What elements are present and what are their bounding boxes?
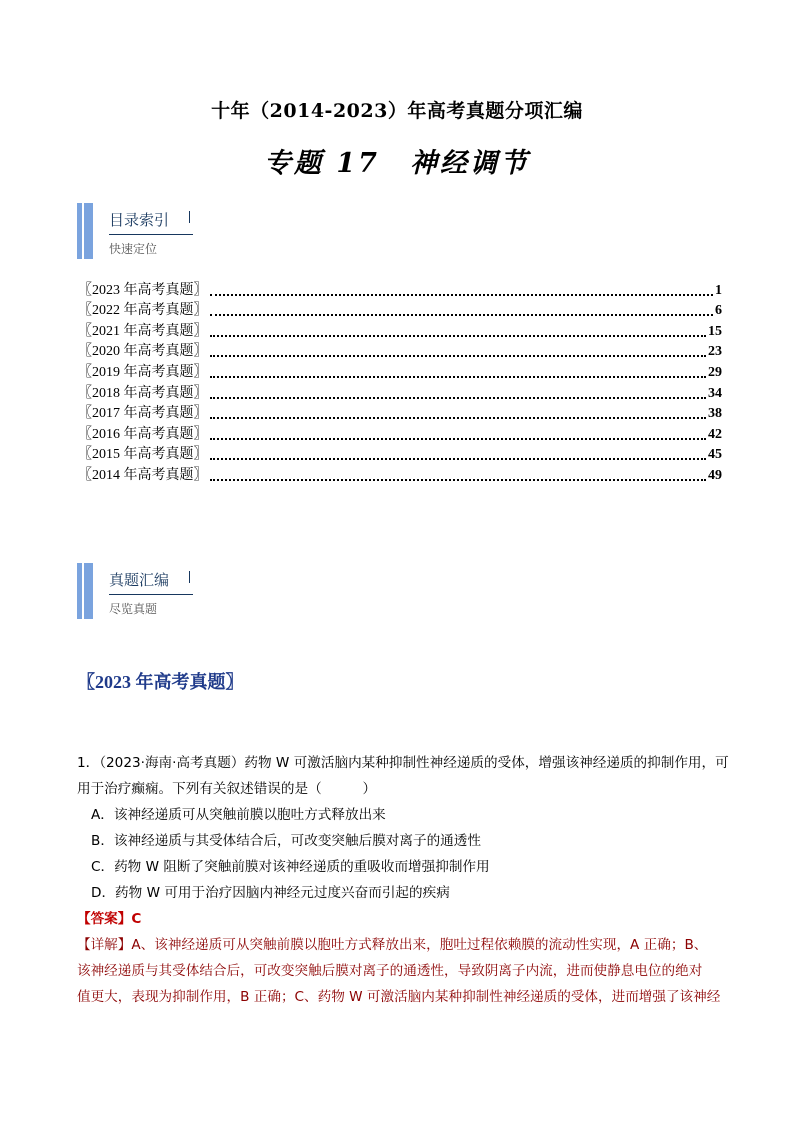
toc-leader-dots	[210, 313, 714, 316]
toc-section-subheading: 快速定位	[109, 242, 158, 256]
toc-section-header	[77, 203, 297, 259]
toc-entry-page[interactable]: 42	[708, 426, 722, 442]
section-underline	[109, 594, 193, 595]
toc-entry-page[interactable]: 29	[708, 364, 722, 380]
cursor-tick-decoration	[189, 211, 190, 223]
toc-leader-dots	[210, 293, 714, 296]
toc-leader-dots	[210, 396, 707, 399]
toc-leader-dots	[210, 375, 707, 378]
document-subtitle: 专题 17 神经调节	[264, 148, 530, 179]
toc-leader-dots	[210, 354, 707, 357]
toc-entry-label[interactable]: 〖2016 年高考真题〗	[78, 426, 208, 442]
toc-entry-page[interactable]: 6	[715, 303, 722, 319]
toc-entry-label[interactable]: 〖2019 年高考真题〗	[78, 364, 208, 380]
toc-entry-label[interactable]: 〖2015 年高考真题〗	[78, 447, 208, 463]
toc-entry-label[interactable]: 〖2017 年高考真题〗	[78, 406, 208, 422]
section-bar-decoration	[84, 203, 93, 259]
questions-section-header	[77, 563, 297, 619]
document-title: 十年（2014-2023）年高考真题分项汇编	[211, 100, 583, 122]
toc-leader-dots	[210, 416, 707, 419]
section-underline	[109, 234, 193, 235]
questions-section-heading: 真题汇编	[109, 571, 170, 589]
toc-entry[interactable]	[78, 443, 722, 464]
section-bar-decoration	[77, 563, 82, 619]
toc-entry[interactable]	[78, 360, 722, 381]
question-option: D．药物 W 可用于治疗因脑内神经元过度兴奋而引起的疾病	[91, 885, 450, 901]
toc-entry-page[interactable]: 38	[708, 406, 722, 422]
toc-leader-dots	[210, 437, 707, 440]
toc-entry-page[interactable]: 45	[708, 447, 722, 463]
explanation-line: 该神经递质与其受体结合后，可改变突触后膜对离子的通透性，导致阴离子内流，进而使静息电位的绝对	[77, 963, 703, 979]
year-heading: 〖2023 年高考真题〗	[77, 672, 244, 692]
toc-leader-dots	[210, 457, 707, 460]
toc-leader-dots	[210, 334, 707, 337]
explanation-line: 【详解】A、该神经递质可从突触前膜以胞吐方式释放出来，胞吐过程依赖膜的流动性实现，A 正确；B、	[77, 937, 708, 953]
toc-entry[interactable]	[78, 340, 722, 361]
question-stem: 1．（2023·海南·高考真题）药物 W 可激活脑内某种抑制性神经递质的受体，增强该神经递质的抑制作用，可	[77, 755, 729, 771]
toc-section-heading: 目录索引	[109, 211, 170, 229]
toc-entry[interactable]	[78, 299, 722, 320]
toc-entry-page[interactable]: 23	[708, 344, 722, 360]
answer-line: 【答案】C	[77, 911, 142, 927]
section-bar-decoration	[84, 563, 93, 619]
toc-entry[interactable]	[78, 381, 722, 402]
toc-entry[interactable]	[78, 278, 722, 299]
toc-entry[interactable]	[78, 402, 722, 423]
explanation	[77, 932, 725, 1010]
table-of-contents	[78, 278, 722, 484]
toc-entry-page[interactable]: 49	[708, 467, 722, 483]
toc-entry[interactable]	[78, 463, 722, 484]
toc-entry-label[interactable]: 〖2022 年高考真题〗	[78, 303, 208, 319]
toc-entry[interactable]	[78, 422, 722, 443]
section-bar-decoration	[77, 203, 82, 259]
question-option: C．药物 W 阻断了突触前膜对该神经递质的重吸收而增强抑制作用	[91, 859, 490, 875]
toc-entry-label[interactable]: 〖2021 年高考真题〗	[78, 323, 208, 339]
toc-entry-page[interactable]: 15	[708, 323, 722, 339]
question-block	[77, 750, 729, 1010]
toc-entry-label[interactable]: 〖2023 年高考真题〗	[78, 282, 208, 298]
explanation-line: 值更大，表现为抑制作用，B 正确；C、药物 W 可激活脑内某种抑制性神经递质的受体，进而增强了该神经	[77, 989, 721, 1005]
toc-entry-label[interactable]: 〖2020 年高考真题〗	[78, 344, 208, 360]
question-stem: 用于治疗癫痫。下列有关叙述错误的是（ ）	[77, 781, 377, 797]
toc-entry-label[interactable]: 〖2018 年高考真题〗	[78, 385, 208, 401]
toc-entry[interactable]	[78, 319, 722, 340]
question-option: A．该神经递质可从突触前膜以胞吐方式释放出来	[91, 807, 386, 823]
toc-entry-label[interactable]: 〖2014 年高考真题〗	[78, 467, 208, 483]
cursor-tick-decoration	[189, 571, 190, 583]
question-option: B．该神经递质与其受体结合后，可改变突触后膜对离子的通透性	[91, 833, 481, 849]
toc-entry-page[interactable]: 1	[715, 282, 722, 298]
toc-leader-dots	[210, 478, 707, 481]
toc-entry-page[interactable]: 34	[708, 385, 722, 401]
questions-section-subheading: 尽览真题	[109, 602, 158, 616]
